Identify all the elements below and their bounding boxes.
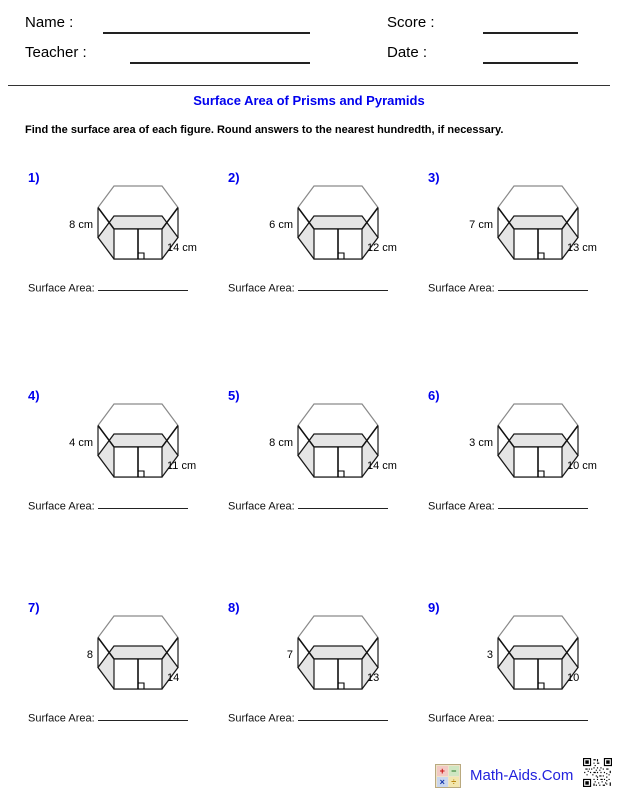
math-aids-logo-icon (435, 764, 461, 788)
problem-cell-3 (425, 160, 618, 310)
problem-number: 2) (228, 170, 240, 185)
height-label: 14 (167, 672, 180, 684)
problem-cell-4 (25, 378, 225, 528)
prism-top-face-back-edges (498, 404, 578, 426)
surface-area-line (428, 499, 588, 512)
side-length-label: 8 cm (69, 219, 93, 231)
surface-area-label: Surface Area: (28, 282, 95, 295)
prism-top-face-back-edges (298, 404, 378, 426)
surface-area-label: Surface Area: (428, 500, 495, 513)
problem-cell-8 (225, 590, 425, 740)
prism-figure-wrap (455, 614, 615, 696)
surface-area-line (228, 499, 388, 512)
prism-figure-wrap (55, 184, 215, 266)
problem-number: 6) (428, 388, 440, 403)
teacher-blank (130, 62, 310, 64)
answer-blank (498, 281, 588, 291)
prism-figure-slot (97, 184, 181, 267)
score-blank (483, 32, 578, 34)
side-length-label: 8 (86, 649, 93, 661)
answer-blank (298, 499, 388, 509)
side-length-label: 3 cm (469, 437, 493, 449)
prism-figure-slot (297, 184, 381, 267)
answer-blank (98, 499, 188, 509)
math-aids-brand-link[interactable]: Math-Aids.Com (470, 767, 574, 784)
height-label: 10 (567, 672, 580, 684)
surface-area-label: Surface Area: (28, 500, 95, 513)
prism-top-face-back-edges (298, 186, 378, 208)
answer-blank (98, 711, 188, 721)
problem-cell-5 (225, 378, 425, 528)
problem-row-1 (25, 160, 618, 310)
plus-icon: + (437, 766, 448, 776)
instructions-text: Find the surface area of each figure. Round answers to the nearest hundredth, if necessary. (25, 124, 504, 136)
problem-number: 8) (228, 600, 240, 615)
answer-blank (98, 281, 188, 291)
side-length-label: 4 cm (69, 437, 93, 449)
problem-cell-9 (425, 590, 618, 740)
prism-figure-slot (297, 402, 381, 485)
prism-figure-slot (97, 402, 181, 485)
problem-number: 1) (28, 170, 40, 185)
score-label: Score : (387, 14, 435, 31)
problem-number: 3) (428, 170, 440, 185)
teacher-label: Teacher : (25, 44, 87, 61)
surface-area-label: Surface Area: (428, 712, 495, 725)
problem-row-2 (25, 378, 618, 528)
answer-blank (298, 281, 388, 291)
problem-number: 7) (28, 600, 40, 615)
prism-figure-wrap (55, 402, 215, 484)
prism-figure-wrap (255, 402, 415, 484)
problem-cell-2 (225, 160, 425, 310)
problem-cell-1 (25, 160, 225, 310)
divide-icon: ÷ (449, 777, 460, 787)
height-label: 13 cm (567, 242, 597, 254)
surface-area-label: Surface Area: (228, 500, 295, 513)
height-label: 14 cm (167, 242, 197, 254)
surface-area-line (428, 711, 588, 724)
prism-top-face-back-edges (298, 616, 378, 638)
prism-figure-slot (97, 614, 181, 697)
surface-area-line (228, 281, 388, 294)
surface-area-label: Surface Area: (228, 282, 295, 295)
prism-top-face-back-edges (498, 616, 578, 638)
worksheet-title: Surface Area of Prisms and Pyramids (193, 93, 425, 108)
prism-figure-slot (297, 614, 381, 697)
problem-number: 4) (28, 388, 40, 403)
prism-top-face-back-edges (498, 186, 578, 208)
answer-blank (498, 711, 588, 721)
header-divider (8, 85, 610, 86)
problem-number: 5) (228, 388, 240, 403)
prism-figure-wrap (55, 614, 215, 696)
prism-top-face-back-edges (98, 186, 178, 208)
height-label: 11 cm (167, 460, 197, 472)
surface-area-line (28, 711, 188, 724)
surface-area-label: Surface Area: (428, 282, 495, 295)
minus-icon: − (449, 766, 460, 776)
date-blank (483, 62, 578, 64)
side-length-label: 6 cm (269, 219, 293, 231)
surface-area-line (28, 499, 188, 512)
surface-area-line (428, 281, 588, 294)
problem-row-3 (25, 590, 618, 740)
height-label: 10 cm (567, 460, 597, 472)
side-length-label: 3 (486, 649, 493, 661)
surface-area-label: Surface Area: (228, 712, 295, 725)
prism-figure-wrap (255, 184, 415, 266)
surface-area-label: Surface Area: (28, 712, 95, 725)
problem-cell-6 (425, 378, 618, 528)
surface-area-line (28, 281, 188, 294)
side-length-label: 7 cm (469, 219, 493, 231)
prism-figure-wrap (255, 614, 415, 696)
side-length-label: 7 (286, 649, 293, 661)
qr-code-icon (583, 755, 612, 790)
times-icon: × (437, 777, 448, 787)
answer-blank (298, 711, 388, 721)
name-blank (103, 32, 310, 34)
problem-number: 9) (428, 600, 440, 615)
height-label: 13 (367, 672, 380, 684)
date-label: Date : (387, 44, 428, 61)
prism-figure-slot (497, 184, 581, 267)
prism-figure-slot (497, 402, 581, 485)
problem-cell-7 (25, 590, 225, 740)
height-label: 12 cm (367, 242, 397, 254)
answer-blank (498, 499, 588, 509)
prism-figure-wrap (455, 184, 615, 266)
side-length-label: 8 cm (269, 437, 293, 449)
surface-area-line (228, 711, 388, 724)
prism-figure-slot (497, 614, 581, 697)
prism-top-face-back-edges (98, 404, 178, 426)
height-label: 14 cm (367, 460, 397, 472)
name-label: Name : (25, 14, 74, 31)
prism-figure-wrap (455, 402, 615, 484)
prism-top-face-back-edges (98, 616, 178, 638)
